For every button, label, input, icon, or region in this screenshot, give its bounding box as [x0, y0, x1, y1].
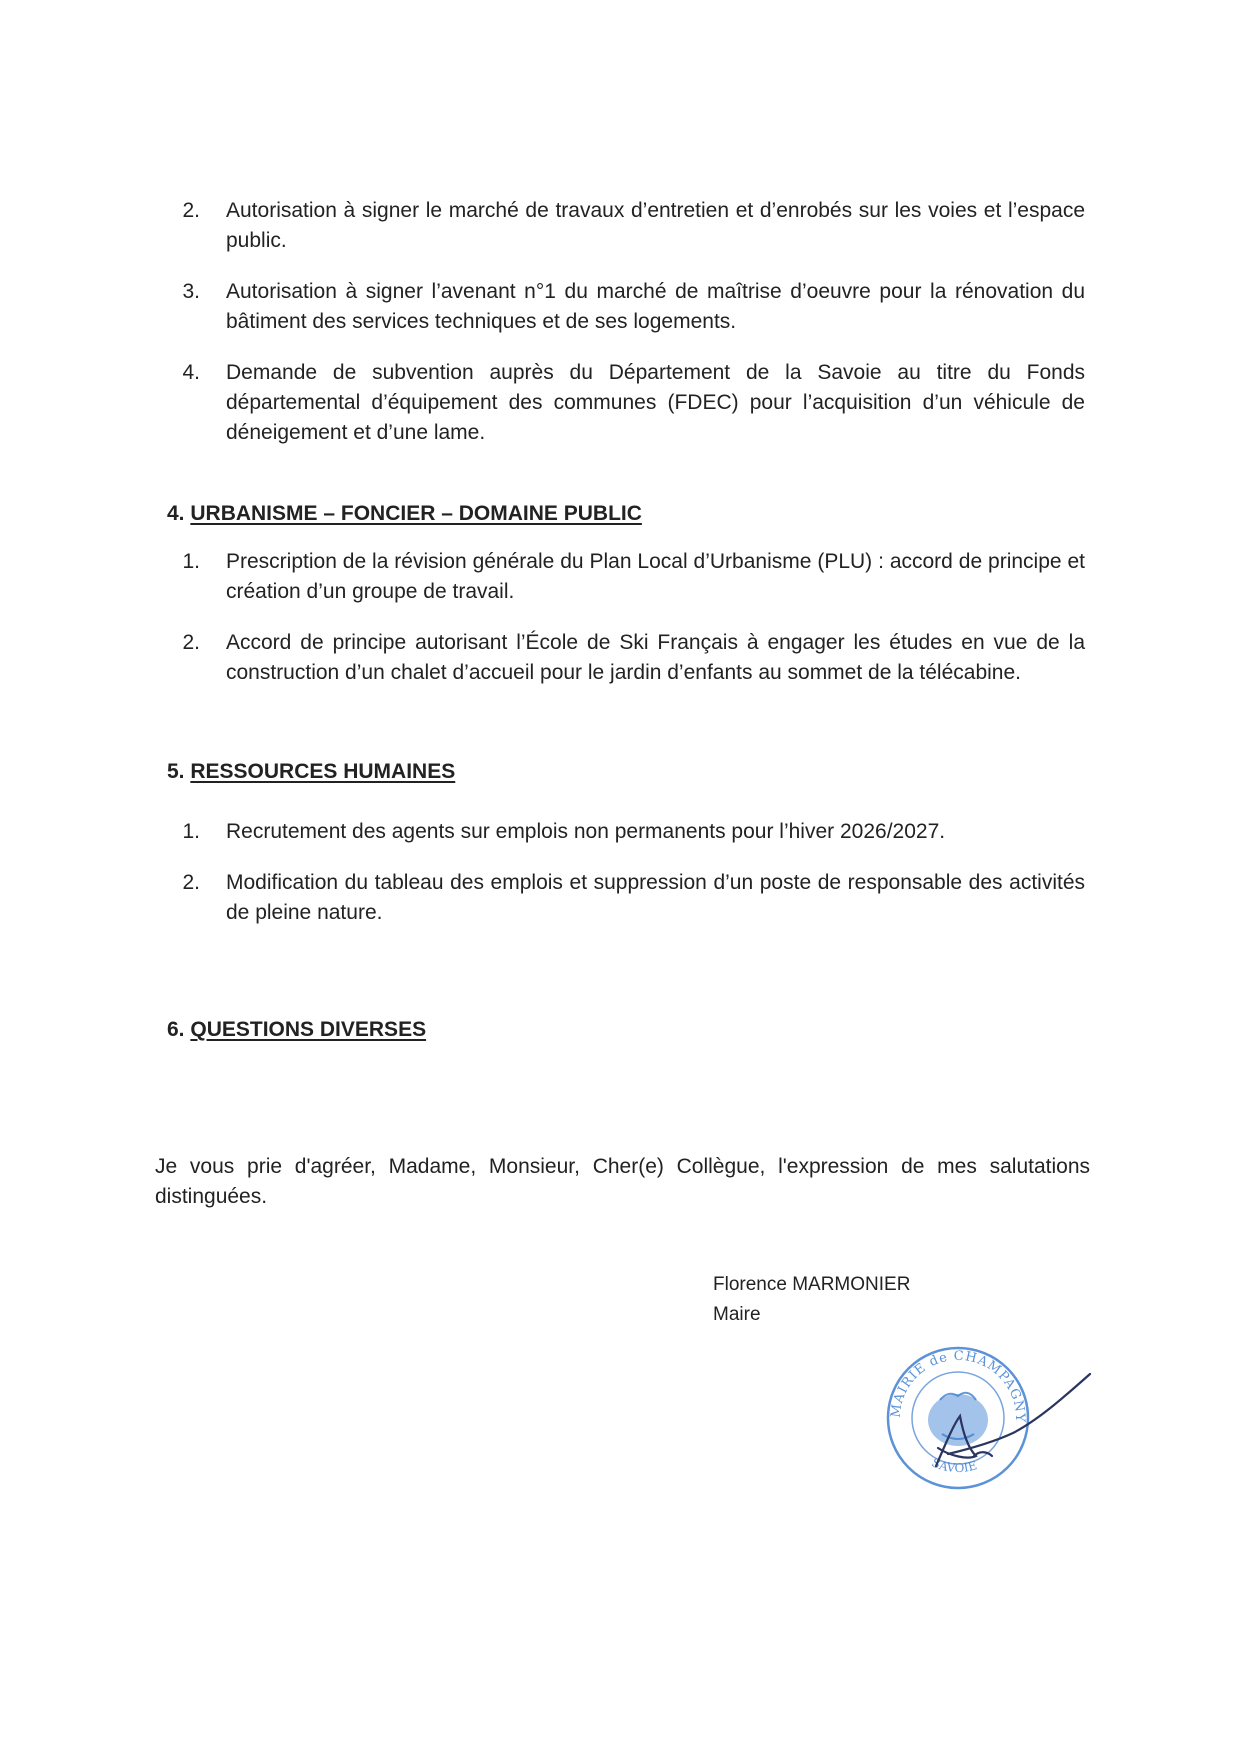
section-heading [167, 499, 642, 529]
section-title: QUESTIONS DIVERSES [190, 1018, 427, 1041]
item-number: 2. [182, 871, 200, 894]
section-number: 4. [167, 502, 185, 525]
item-text: Prescription de la révision générale du Plan Local d’Urbanisme (PLU) : accord de principe et création d’un groupe de travail. [226, 550, 1085, 603]
item-text: Modification du tableau des emplois et suppression d’un poste de responsable des activités de pleine nature. [226, 871, 1085, 924]
list-item [180, 817, 1085, 847]
official-stamp [878, 1338, 1098, 1503]
item-text: Accord de principe autorisant l’École de Ski Français à engager les études en vue de la construction d’un chalet d’accueil pour le jardin d’enfants au sommet de la télécabine. [226, 631, 1085, 684]
item-number: 2. [182, 199, 200, 222]
section-title: URBANISME – FONCIER – DOMAINE PUBLIC [190, 502, 642, 525]
item-number: 4. [182, 361, 200, 384]
list-item [180, 868, 1085, 928]
signer-role: Maire [713, 1304, 761, 1325]
item-text: Recrutement des agents sur emplois non permanents pour l’hiver 2026/2027. [226, 820, 946, 843]
section-title: RESSOURCES HUMAINES [190, 760, 456, 783]
item-text: Autorisation à signer le marché de travaux d’entretien et d’enrobés sur les voies et l’espace public. [226, 199, 1085, 252]
list-item [180, 277, 1085, 337]
item-text: Demande de subvention auprès du Département de la Savoie au titre du Fonds départemental d’équipement des communes (FDEC) pour l’acquisition d’un véhicule de déneigement et d’une lame. [226, 361, 1085, 444]
item-number: 3. [182, 280, 200, 303]
item-number: 2. [182, 631, 200, 654]
section-number: 5. [167, 760, 185, 783]
section-heading [167, 757, 455, 787]
item-number: 1. [182, 550, 200, 573]
item-text: Autorisation à signer l’avenant n°1 du marché de maîtrise d’oeuvre pour la rénovation du bâtiment des services techniques et de ses logements. [226, 280, 1085, 333]
stamp-text-bottom: SAVOIE [929, 1455, 979, 1476]
item-number: 1. [182, 820, 200, 843]
closing-paragraph: Je vous prie d'agréer, Madame, Monsieur, Cher(e) Collègue, l'expression de mes salutations distinguées. [155, 1155, 1090, 1208]
signer-name: Florence MARMONIER [713, 1274, 911, 1295]
section-number: 6. [167, 1018, 185, 1041]
list-item [180, 547, 1085, 607]
section-heading [167, 1015, 426, 1045]
list-item [180, 196, 1085, 256]
list-item [180, 358, 1085, 448]
stamp-text-top: MAIRIE de CHAMPAGNY [888, 1348, 1028, 1422]
list-item [180, 628, 1085, 688]
signature-block [713, 1270, 910, 1330]
